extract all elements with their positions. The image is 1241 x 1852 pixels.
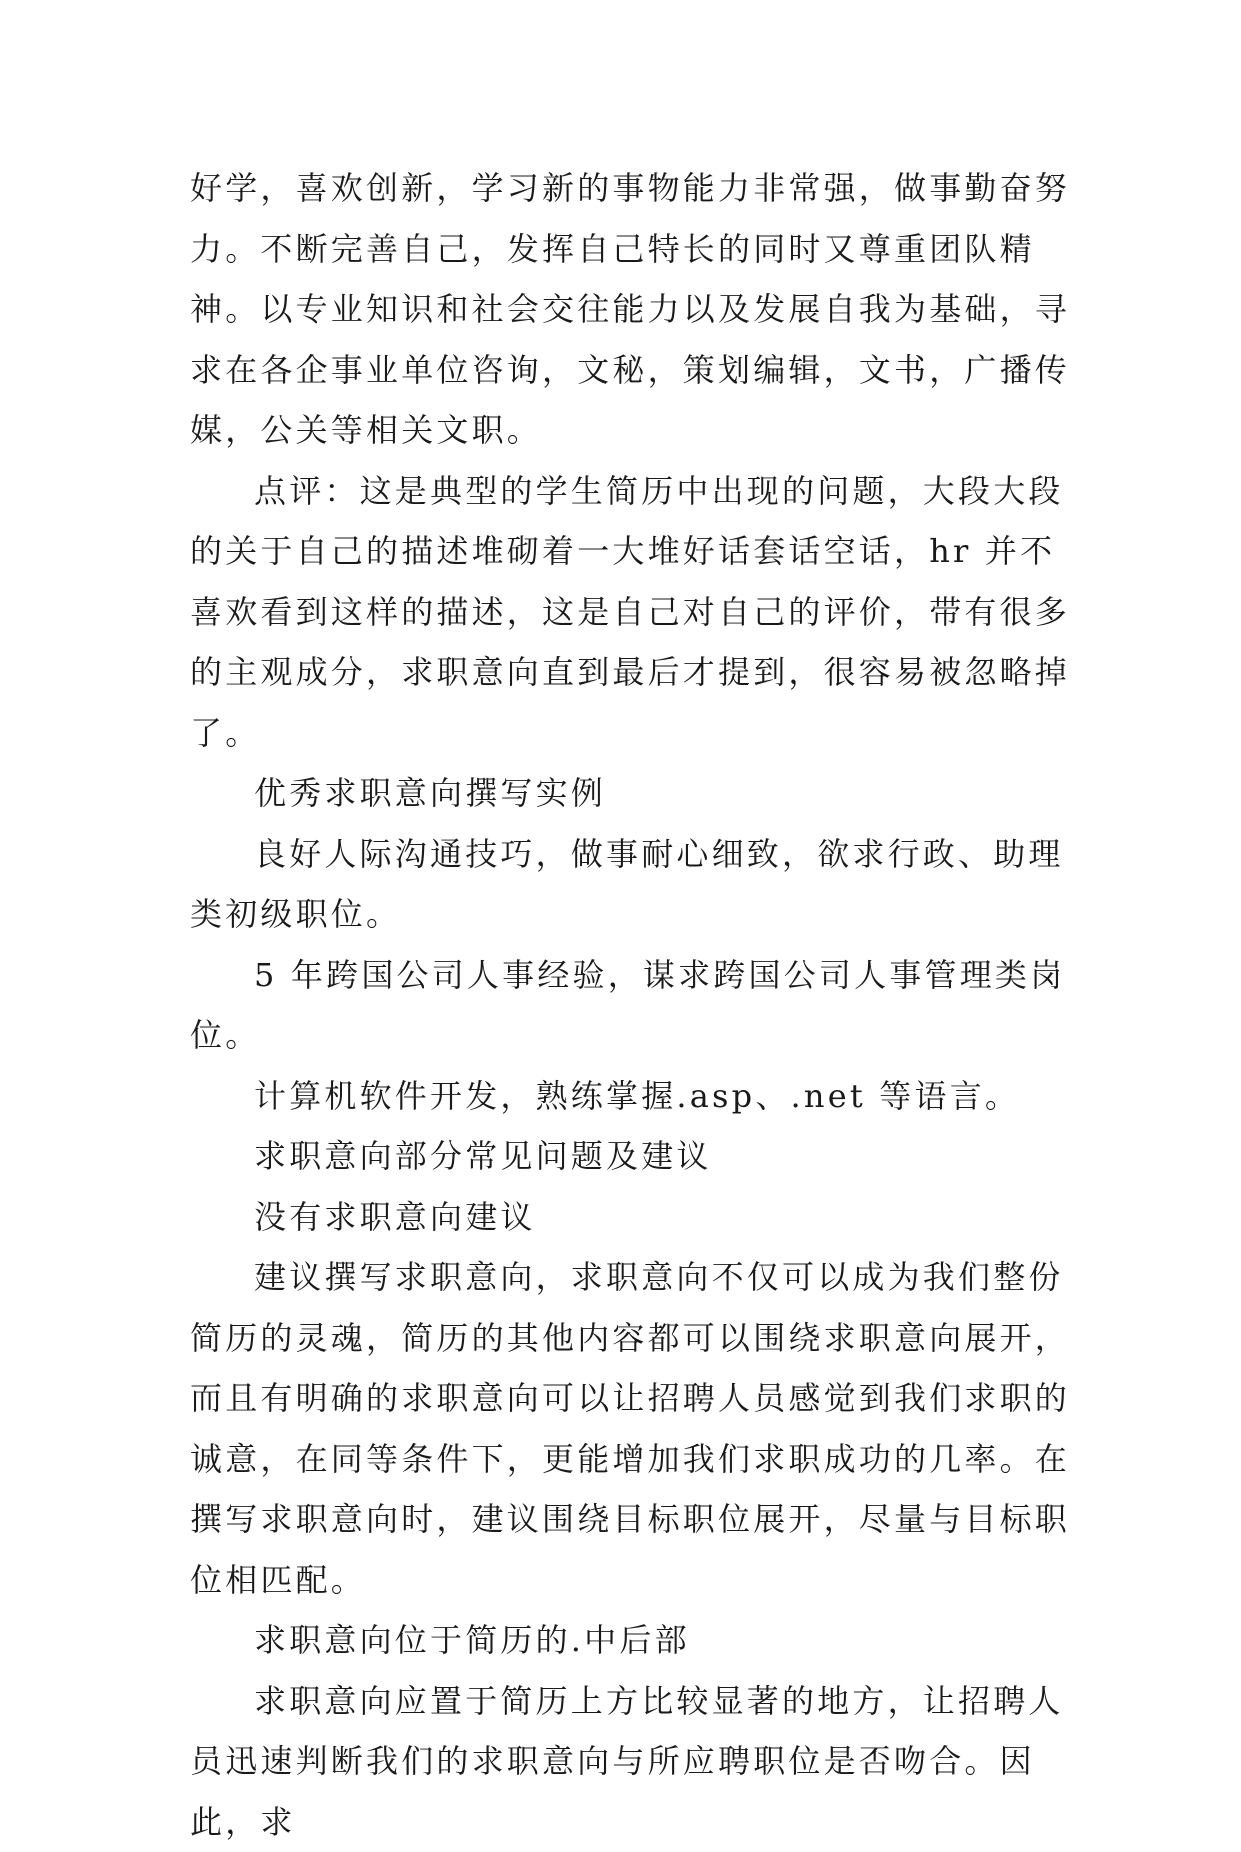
- paragraph-example-3: 计算机软件开发，熟练掌握.asp、.net 等语言。: [190, 1066, 1070, 1127]
- subheading-position: 求职意向位于简历的.中后部: [190, 1610, 1070, 1671]
- section-heading-examples: 优秀求职意向撰写实例: [190, 763, 1070, 824]
- paragraph-example-2: 5 年跨国公司人事经验，谋求跨国公司人事管理类岗位。: [190, 945, 1070, 1066]
- subheading-no-intention: 没有求职意向建议: [190, 1187, 1070, 1248]
- paragraph-placement: 求职意向应置于简历上方比较显著的地方，让招聘人员迅速判断我们的求职意向与所应聘职位是否吻合。因此，求: [190, 1671, 1070, 1852]
- paragraph-advice: 建议撰写求职意向，求职意向不仅可以成为我们整份简历的灵魂，简历的其他内容都可以围绕求职意向展开，而且有明确的求职意向可以让招聘人员感觉到我们求职的诚意，在同等条件下，更能增加我们求职成功的几率。在撰写求职意向时，建议围绕目标职位展开，尽量与目标职位相匹配。: [190, 1247, 1070, 1610]
- paragraph-comment: 点评：这是典型的学生简历中出现的问题，大段大段的关于自己的描述堆砌着一大堆好话套话空话，hr 并不喜欢看到这样的描述，这是自己对自己的评价，带有很多的主观成分，求职意向直到最后才提到，很容易被忽略掉了。: [190, 461, 1070, 764]
- paragraph-example-1: 良好人际沟通技巧，做事耐心细致，欲求行政、助理类初级职位。: [190, 824, 1070, 945]
- document-body: [190, 158, 1070, 1852]
- paragraph-self-description: 好学，喜欢创新，学习新的事物能力非常强，做事勤奋努力。不断完善自己，发挥自己特长的同时又尊重团队精神。以专业知识和社会交往能力以及发展自我为基础，寻求在各企事业单位咨询，文秘，策划编辑，文书，广播传媒，公关等相关文职。: [190, 158, 1070, 461]
- section-heading-problems: 求职意向部分常见问题及建议: [190, 1126, 1070, 1187]
